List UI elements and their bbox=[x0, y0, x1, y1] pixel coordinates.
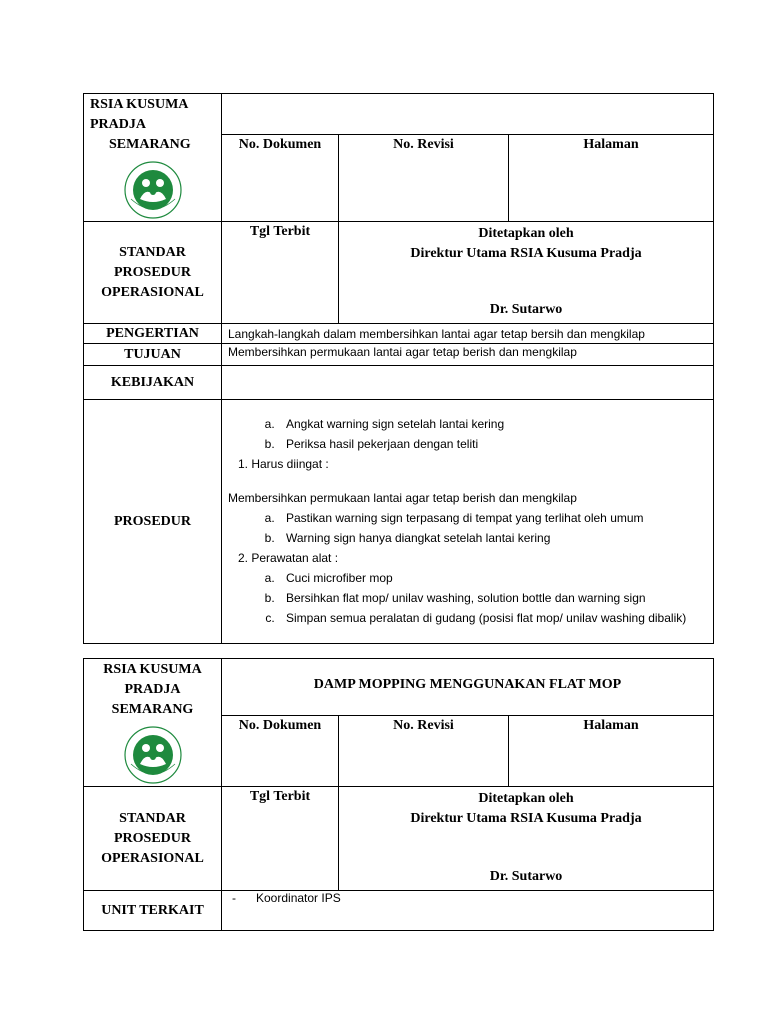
org-cell bbox=[84, 659, 222, 787]
sop-title-cell bbox=[222, 94, 714, 135]
spo-cell bbox=[84, 787, 222, 891]
no-dokumen-label: No. Dokumen bbox=[238, 136, 322, 152]
no-revisi-label: No. Revisi bbox=[393, 718, 454, 734]
no-revisi-cell bbox=[339, 134, 509, 221]
sop-table-1 bbox=[83, 93, 714, 644]
list-item: a. Cuci microfiber mop bbox=[278, 568, 707, 588]
prosedur-item-1: 1. Harus diingat : bbox=[238, 457, 329, 471]
tujuan-label: TUJUAN bbox=[124, 346, 181, 362]
tujuan-label-cell bbox=[84, 344, 222, 366]
prosedur-content-cell bbox=[222, 400, 714, 644]
org-name-line2: PRADJA bbox=[90, 117, 146, 132]
no-dokumen-label: No. Dokumen bbox=[238, 718, 322, 734]
prosedur-list-b bbox=[228, 508, 707, 548]
unit-terkait-label: UNIT TERKAIT bbox=[101, 902, 204, 918]
halaman-cell bbox=[509, 134, 714, 221]
kebijakan-label-cell bbox=[84, 366, 222, 400]
list-item: a. Angkat warning sign setelah lantai kering bbox=[278, 414, 707, 434]
tujuan-text-cell bbox=[222, 344, 714, 366]
list-item: b. Periksa hasil pekerjaan dengan teliti bbox=[278, 434, 707, 454]
halaman-label: Halaman bbox=[583, 136, 639, 152]
prosedur-label-cell bbox=[84, 400, 222, 644]
kebijakan-label: KEBIJAKAN bbox=[110, 374, 195, 390]
sop-title-cell bbox=[222, 659, 714, 716]
unit-terkait-item: - Koordinator IPS bbox=[232, 891, 341, 905]
pengertian-text: Langkah-langkah dalam membersihkan lantai agar tetap bersih dan mengkilap bbox=[228, 326, 645, 341]
no-dokumen-cell bbox=[222, 716, 339, 787]
direktur-label: Direktur Utama RSIA Kusuma Pradja bbox=[410, 246, 642, 261]
ditetapkan-cell bbox=[339, 222, 714, 324]
list-item: b. Warning sign hanya diangkat setelah lantai kering bbox=[278, 528, 707, 548]
tgl-terbit-label: Tgl Terbit bbox=[249, 224, 311, 239]
prosedur-list-a bbox=[228, 414, 707, 454]
hospital-logo-icon bbox=[90, 159, 215, 221]
no-revisi-label: No. Revisi bbox=[393, 136, 454, 152]
spo-line1: STANDAR bbox=[119, 244, 186, 260]
tgl-terbit-cell bbox=[222, 222, 339, 324]
signer-name: Dr. Sutarwo bbox=[489, 869, 563, 884]
prosedur-paragraph: Membersihkan permukaan lantai agar tetap berish dan mengkilap bbox=[228, 491, 577, 505]
tgl-terbit-label: Tgl Terbit bbox=[249, 789, 311, 804]
unit-terkait-text-cell bbox=[222, 891, 714, 931]
no-dokumen-cell bbox=[222, 134, 339, 221]
spo-line3: OPERASIONAL bbox=[101, 284, 204, 300]
ditetapkan-label: Ditetapkan oleh bbox=[478, 226, 574, 241]
org-name-line2: PRADJA bbox=[124, 682, 181, 697]
pengertian-label-cell bbox=[84, 324, 222, 344]
halaman-label: Halaman bbox=[583, 718, 639, 734]
no-revisi-cell bbox=[339, 716, 509, 787]
spo-line2: PROSEDUR bbox=[113, 264, 191, 280]
prosedur-label: PROSEDUR bbox=[113, 513, 191, 529]
prosedur-list-c bbox=[228, 568, 707, 628]
spo-line2: PROSEDUR bbox=[113, 830, 191, 846]
ditetapkan-cell bbox=[339, 787, 714, 891]
sop-title: DAMP MOPPING MENGGUNAKAN FLAT MOP bbox=[313, 677, 622, 693]
kebijakan-text-cell bbox=[222, 366, 714, 400]
sop-table-2 bbox=[83, 658, 714, 931]
prosedur-item-2: 2. Perawatan alat : bbox=[238, 551, 339, 565]
spo-cell bbox=[84, 222, 222, 324]
hospital-logo-icon bbox=[88, 724, 217, 786]
org-name-line1: RSIA KUSUMA bbox=[90, 97, 189, 112]
org-name-line3: SEMARANG bbox=[109, 137, 191, 152]
list-item: a. Pastikan warning sign terpasang di tempat yang terlihat oleh umum bbox=[278, 508, 707, 528]
org-name-line1: RSIA KUSUMA bbox=[103, 662, 202, 677]
spo-line3: OPERASIONAL bbox=[101, 850, 204, 866]
org-name-line3: SEMARANG bbox=[111, 702, 194, 717]
halaman-cell bbox=[509, 716, 714, 787]
org-cell bbox=[84, 94, 222, 222]
spo-line1: STANDAR bbox=[119, 810, 186, 826]
unit-terkait-label-cell bbox=[84, 891, 222, 931]
pengertian-label: PENGERTIAN bbox=[106, 325, 199, 341]
direktur-label: Direktur Utama RSIA Kusuma Pradja bbox=[410, 811, 642, 826]
list-item: b. Bersihkan flat mop/ unilav washing, solution bottle dan warning sign bbox=[278, 588, 707, 608]
signer-name: Dr. Sutarwo bbox=[489, 302, 563, 317]
ditetapkan-label: Ditetapkan oleh bbox=[478, 791, 574, 806]
pengertian-text-cell bbox=[222, 324, 714, 344]
tgl-terbit-cell bbox=[222, 787, 339, 891]
tujuan-text: Membersihkan permukaan lantai agar tetap berish dan mengkilap bbox=[228, 345, 577, 359]
list-item: c. Simpan semua peralatan di gudang (posisi flat mop/ unilav washing dibalik) bbox=[278, 608, 707, 628]
